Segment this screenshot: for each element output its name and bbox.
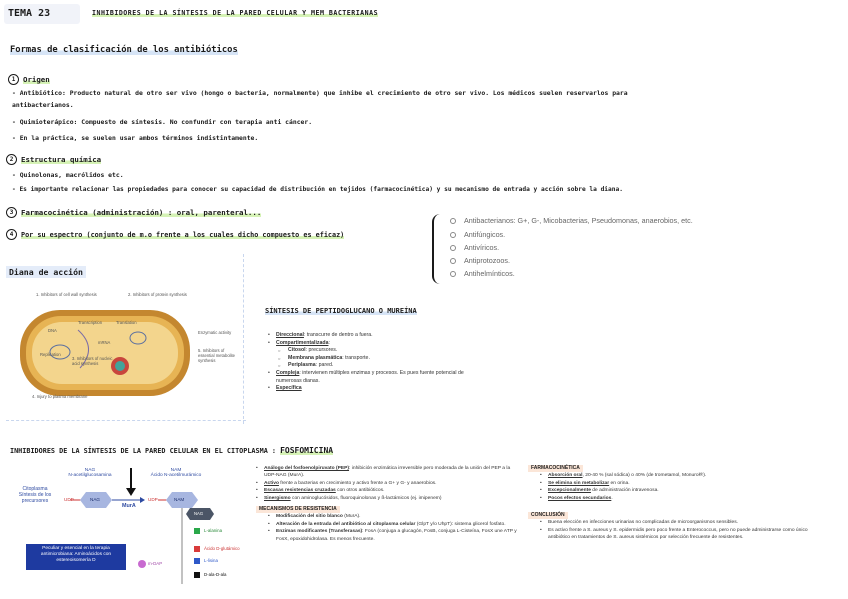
list-item [256, 495, 518, 502]
espectro-item-label: Antiprotozoos. [464, 256, 510, 265]
subitem-label: Pocos efectos secundarios [548, 495, 612, 501]
origen-line-2: antibacterianos. [12, 101, 74, 109]
conclusion-header [528, 512, 828, 519]
list-item-continuation [268, 378, 528, 386]
list-subitem [528, 472, 828, 479]
subitem-text: : transporte. [342, 354, 370, 361]
list-item [256, 480, 518, 487]
amino-label: L-lisina [204, 558, 218, 563]
subitem-text: : pared. [315, 362, 334, 369]
bullet-icon [450, 232, 456, 238]
item-label: Direccional [276, 332, 304, 338]
fosfomicina-properties [256, 465, 518, 543]
nag-node: NAG [90, 497, 100, 502]
espectro-item [450, 256, 510, 265]
number-circle: 4 [6, 229, 17, 240]
subitem-label: Modificación del sitio blanco [276, 514, 343, 520]
farmaco-title: FARMACOCINÉTICA [528, 465, 583, 472]
espectro-item [450, 216, 693, 225]
item-text: con otros antibióticos. [335, 488, 385, 494]
subitem-text: , 20-40 % (sal sódica) o 40% (de trometamol, Monurol®). [582, 473, 707, 479]
section-title-text: SÍNTESIS DE PEPTIDOGLUCANO O MUREÍNA [265, 307, 417, 315]
section-farmacocinetica-title: Farmacocinética (administración) : oral, parenteral... [21, 207, 262, 217]
section-title-diana: Diana de acción [6, 266, 86, 278]
subitem-label: Alteración de la entrada del antibiótico al citoplasma celular [276, 521, 416, 527]
espectro-item-label: Antibacterianos: G+, G-, Micobacterias, Pseudomonas, anaerobios, etc. [464, 216, 693, 225]
espectro-item-label: Antifúngicos. [464, 230, 506, 239]
item-label: Sinergismo [264, 495, 291, 501]
list-subitem [256, 521, 518, 528]
list-subitem [528, 480, 828, 487]
list-item [256, 487, 518, 494]
list-subitem [268, 355, 528, 363]
figure-inner-label: Transcription [78, 320, 103, 325]
list-item [268, 332, 528, 340]
item-text: con aminoglucósidos, fluoroquinolonas y ß-lactámicos (ej. imipenem) [290, 495, 442, 501]
subitem-text: (GlpT y/o UhpT): sistema glicerol fosfato. [415, 521, 506, 527]
divider-horizontal [6, 420, 246, 421]
fosfomicina-farmaco-conclusion [528, 465, 828, 542]
terapia-note-box: Peculiar y esencial en la terapia antimicrobiana: Aminoácidos con estereoisomería D [26, 544, 126, 570]
item-label: Escasas resistencias cruzadas [264, 488, 336, 494]
item-text: : intervienen múltiples enzimas y procesos. Es pues fuente potencial de [299, 369, 464, 376]
list-subitem [256, 528, 518, 543]
subitem-label: Enzimas modificantes (Transferasas) [276, 529, 363, 535]
udp-label: UDP [148, 497, 158, 502]
section-title-fosfomicina [10, 446, 333, 455]
item-label: Análogo del fosfoenolpiruvato (PEP) [264, 466, 350, 471]
figure-label: 5. Inhibitors of essential metabolite synthesis [198, 348, 236, 363]
item-text: : [328, 339, 330, 346]
espectro-item [450, 243, 499, 252]
item-label: Compartimentalizada [276, 339, 329, 346]
citoplasma-label: Citoplasma Síntesis de los precursores [18, 486, 52, 504]
section-title-text: INHIBIDORES DE LA SÍNTESIS DE LA PARED CELULAR EN EL CITOPLASMA : [10, 447, 276, 455]
subitem-label: Absorción oral [548, 473, 583, 479]
figure-label: Enzymatic activity [198, 330, 232, 335]
list-subitem [256, 513, 518, 520]
mdap-label: m-DAP [148, 561, 163, 566]
section-espectro-title: Por su espectro (conjunto de m.o frente a los cuales dicho compuesto es eficaz) [21, 230, 345, 239]
section-origen-title: Origen [23, 74, 50, 84]
bacterial-cell-figure [18, 290, 238, 408]
subitem-label: Excepcionalmente [548, 488, 591, 494]
list-subitem [528, 487, 828, 494]
list-subitem [268, 347, 528, 355]
figure-inner-label: DNA [48, 328, 57, 333]
amino-label: Ácido D-glutámico [204, 546, 240, 551]
origen-line-4: - En la práctica, se suelen usar ambos términos indistintamente. [12, 134, 259, 142]
list-item [256, 465, 518, 480]
espectro-item-label: Antivíricos. [464, 243, 500, 252]
subitem-label: Periplasma [288, 362, 316, 369]
origen-line-3: - Quimioterápico: Compuesto de síntesis. No confundir con terapia anti cáncer. [12, 118, 313, 126]
item-text: frente a bacterias en crecimiento y activo frente a G+ y G- y anaerobios. [278, 480, 437, 486]
farmaco-header [528, 465, 828, 472]
divider-vertical [243, 254, 244, 424]
section-origen-heading [8, 74, 50, 85]
list-subitem: • Buena elección en infecciones urinarias no complicadas de microorganismos sensibles. [528, 519, 828, 526]
bullet-icon [450, 218, 456, 224]
number-circle: 3 [6, 207, 17, 218]
mecanismos-header [256, 506, 518, 513]
item-text: : inhibición enzimática irreversible pero moderada de la unión del PEP a la UDP-NAG (MurA). [264, 466, 511, 479]
figure-label: 4. Injury to plasma membrane [32, 394, 88, 399]
figure-label: 3. Inhibitors of nucleic acid synthesis [72, 356, 113, 366]
bullet-icon [450, 245, 456, 251]
section-estructura-heading [6, 154, 101, 165]
peptidoglucano-list [268, 332, 528, 393]
udp-label: UDP [64, 497, 74, 502]
item-label: Específica [276, 385, 302, 392]
list-item [268, 340, 528, 348]
page-title [92, 9, 378, 17]
number-circle: 2 [6, 154, 17, 165]
figure-inner-label: Replication [40, 352, 61, 357]
curly-brace [432, 214, 442, 284]
subitem-text: : precursores. [305, 347, 338, 354]
espectro-item [450, 230, 505, 239]
section-farmacocinetica-heading [6, 207, 261, 218]
subitem-label: Membrana plasmática [288, 354, 343, 361]
subitem-text: . [611, 495, 613, 501]
subitem-text: de administración intravenosa. [590, 488, 659, 494]
estructura-line-2: - Es importante relacionar las propiedades para conocer su capacidad de distribución en tejidos (farmacocinética) y su mecanismo de entrada y acción sobre la diana. [12, 186, 623, 193]
nam-label: NAM Ácido N-acetilmurámico [150, 468, 202, 478]
origen-line-1: - Antibiótico: Producto natural de otro ser vivo (hongo o bacteria, normalmente) que inhibe el crecimiento de otro ser vivo. Los médicos suelen reservarlos para [12, 89, 628, 97]
conclusion-title: CONCLUSIÓN [528, 512, 568, 519]
figure-inner-label: Translation [116, 320, 137, 325]
estructura-line-1: - Quinolonas, macrólidos etc. [12, 171, 124, 179]
item-text: numerosas dianas. [276, 377, 320, 384]
list-item [268, 385, 528, 393]
bullet-icon [450, 258, 456, 264]
subitem-text: (MurA). [342, 514, 361, 520]
nag-label: NAG N-acetilglucosamina [68, 468, 112, 478]
subitem-text: : FosA (conjuga a glucagón, FosB, conjuga L-Cisteína, FosX une ATP y FosX, epoxidohidrolasa. Es menos frecuente. [276, 529, 517, 542]
nag-chain-node: NAG [194, 511, 204, 516]
topic-badge: TEMA 23 [4, 4, 80, 24]
item-label: Compleja [276, 369, 300, 376]
espectro-item-label: Antihelmínticos. [464, 269, 515, 278]
item-label: Activo [264, 480, 279, 486]
subitem-label: Citosol [288, 347, 306, 354]
amino-label: L-alanina [204, 528, 223, 533]
list-subitem: • Es activo frente a S. aureus y S. epidermidis pero poco frente a Enterococcus, pero no puede administrarse como único antibiótico en tratamientos de S. aureus sistémicos por selección frecuente de resistentes. [528, 527, 828, 542]
number-circle: 1 [8, 74, 19, 85]
section-espectro-heading [6, 229, 344, 240]
fosfomicina-highlight: FOSFOMICINA [280, 446, 334, 455]
list-item [268, 370, 528, 378]
subitem-text: en orina. [609, 480, 630, 486]
figure-label: 2. Inhibitors of protein synthesis [128, 292, 187, 297]
nam-node: NAM [174, 497, 185, 502]
amino-label: D-ala-D-ala [204, 572, 227, 577]
figure-label: 1. Inhibitors of cell wall synthesis [36, 292, 97, 297]
subitem-label: Se elimina sin metabolizar [548, 480, 610, 486]
section-title-text: Formas de clasificación de los antibióticos [10, 45, 238, 55]
list-subitem [268, 362, 528, 370]
section-title-clasificacion [10, 45, 238, 55]
list-subitem [528, 495, 828, 502]
mura-label: MurA [122, 503, 136, 509]
fosfomicina-diagram [10, 466, 255, 596]
mecanismos-title: MECANISMOS DE RESISTENCIA [256, 506, 340, 513]
bullet-icon [450, 271, 456, 277]
figure-inner-label: mRNA [98, 340, 111, 345]
item-text: : transcurre de dentro a fuera. [303, 332, 373, 338]
section-estructura-title: Estructura química [21, 154, 102, 164]
page-title-text: INHIBIDORES DE LA SÍNTESIS DE LA PARED CELULAR Y MEM BACTERIANAS [92, 9, 379, 17]
espectro-item [450, 269, 515, 278]
section-title-peptidoglucano [265, 307, 417, 315]
